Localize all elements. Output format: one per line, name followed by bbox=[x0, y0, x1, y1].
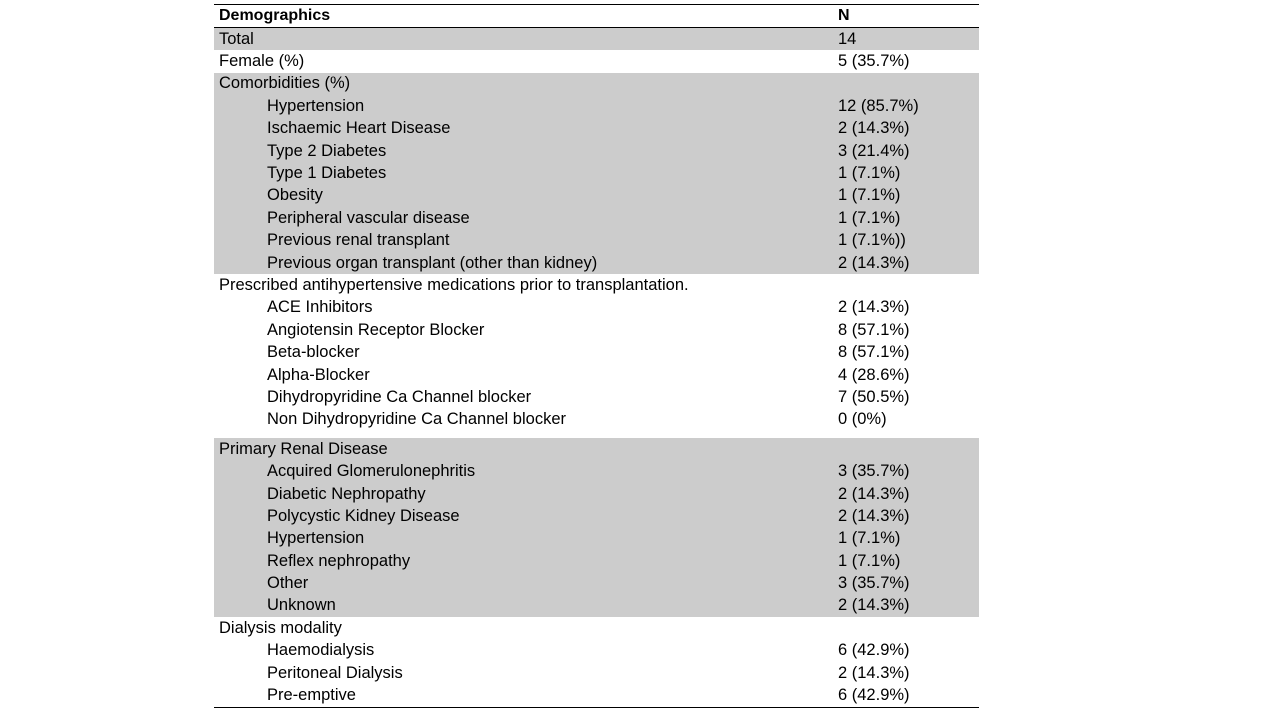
table-row bbox=[214, 274, 979, 296]
table-row bbox=[214, 483, 979, 505]
section-spacer bbox=[214, 431, 979, 438]
row-value: 3 (35.7%) bbox=[838, 574, 910, 593]
table-row bbox=[214, 185, 979, 207]
row-value: 2 (14.3%) bbox=[838, 663, 910, 682]
row-group bbox=[214, 438, 979, 617]
row-label: Angiotensin Receptor Blocker bbox=[267, 320, 485, 339]
row-value: 2 (14.3%) bbox=[838, 298, 910, 317]
row-group bbox=[214, 73, 979, 275]
row-label: Polycystic Kidney Disease bbox=[267, 506, 460, 525]
table-row bbox=[214, 319, 979, 341]
row-label: Dihydropyridine Ca Channel blocker bbox=[267, 387, 532, 406]
table-row bbox=[214, 528, 979, 550]
row-value: 4 (28.6%) bbox=[838, 365, 910, 384]
table-row bbox=[214, 386, 979, 408]
table-row bbox=[214, 364, 979, 386]
row-label: Unknown bbox=[267, 596, 336, 615]
table-row bbox=[214, 140, 979, 162]
row-value: 12 (85.7%) bbox=[838, 96, 919, 115]
row-label: Peritoneal Dialysis bbox=[267, 663, 403, 682]
row-value: 8 (57.1%) bbox=[838, 320, 910, 339]
table-row bbox=[214, 550, 979, 572]
row-label: Ischaemic Heart Disease bbox=[267, 119, 451, 138]
row-value: 0 (0%) bbox=[838, 410, 887, 429]
row-group bbox=[214, 28, 979, 50]
table-body bbox=[214, 28, 979, 707]
row-value: 3 (21.4%) bbox=[838, 141, 910, 160]
row-label: Comorbidities (%) bbox=[219, 74, 351, 93]
row-value: 5 (35.7%) bbox=[838, 52, 910, 71]
row-value: 2 (14.3%) bbox=[838, 119, 910, 138]
row-label: Previous organ transplant (other than kidney) bbox=[267, 253, 598, 272]
row-label: Peripheral vascular disease bbox=[267, 208, 470, 227]
table-row bbox=[214, 640, 979, 662]
row-label: Non Dihydropyridine Ca Channel blocker bbox=[267, 410, 566, 429]
row-label: Hypertension bbox=[267, 529, 365, 548]
table-row bbox=[214, 617, 979, 639]
table-row bbox=[214, 207, 979, 229]
row-label: Other bbox=[267, 574, 309, 593]
row-label: Previous renal transplant bbox=[267, 231, 450, 250]
demographics-table bbox=[214, 4, 979, 708]
table-row bbox=[214, 595, 979, 617]
table-row bbox=[214, 409, 979, 431]
row-label: Female (%) bbox=[219, 52, 305, 71]
row-value: 6 (42.9%) bbox=[838, 686, 910, 705]
row-label: Hypertension bbox=[267, 96, 365, 115]
row-value: 2 (14.3%) bbox=[838, 596, 910, 615]
table-row bbox=[214, 230, 979, 252]
row-value: 2 (14.3%) bbox=[838, 484, 910, 503]
row-label: Prescribed antihypertensive medications prior to transplantation. bbox=[219, 275, 689, 294]
row-value: 2 (14.3%) bbox=[838, 253, 910, 272]
row-value: 2 (14.3%) bbox=[838, 506, 910, 525]
row-value: 8 (57.1%) bbox=[838, 343, 910, 362]
row-value: 1 (7.1%) bbox=[838, 208, 901, 227]
row-value: 3 (35.7%) bbox=[838, 462, 910, 481]
table-row bbox=[214, 95, 979, 117]
row-label: Total bbox=[219, 29, 254, 48]
row-label: Acquired Glomerulonephritis bbox=[267, 462, 476, 481]
row-value: 1 (7.1%)) bbox=[838, 231, 906, 250]
table-row bbox=[214, 50, 979, 72]
row-label: Dialysis modality bbox=[219, 618, 342, 637]
row-label: Pre-emptive bbox=[267, 686, 356, 705]
row-group bbox=[214, 274, 979, 431]
row-value: 1 (7.1%) bbox=[838, 164, 901, 183]
row-value: 1 (7.1%) bbox=[838, 551, 901, 570]
table-row bbox=[214, 252, 979, 274]
row-label: Reflex nephropathy bbox=[267, 551, 411, 570]
row-value: 6 (42.9%) bbox=[838, 641, 910, 660]
row-group bbox=[214, 50, 979, 72]
row-label: Obesity bbox=[267, 186, 323, 205]
row-label: Haemodialysis bbox=[267, 641, 375, 660]
table-row bbox=[214, 438, 979, 460]
table-row bbox=[214, 662, 979, 684]
header-n: N bbox=[838, 7, 850, 24]
row-group bbox=[214, 617, 979, 707]
row-label: Beta-blocker bbox=[267, 343, 360, 362]
row-label: ACE Inhibitors bbox=[267, 298, 373, 317]
table-row bbox=[214, 162, 979, 184]
row-value: 1 (7.1%) bbox=[838, 186, 901, 205]
table-row bbox=[214, 684, 979, 706]
row-value: 14 bbox=[838, 29, 857, 48]
header-demographics: Demographics bbox=[219, 7, 331, 24]
row-label: Type 1 Diabetes bbox=[267, 164, 387, 183]
table-row bbox=[214, 505, 979, 527]
row-label: Type 2 Diabetes bbox=[267, 141, 387, 160]
table-row bbox=[214, 73, 979, 95]
table-row bbox=[214, 118, 979, 140]
row-label: Primary Renal Disease bbox=[219, 439, 388, 458]
row-value: 7 (50.5%) bbox=[838, 387, 910, 406]
table-header bbox=[214, 5, 979, 28]
table-row bbox=[214, 572, 979, 594]
row-label: Diabetic Nephropathy bbox=[267, 484, 426, 503]
table-row bbox=[214, 341, 979, 363]
row-label: Alpha-Blocker bbox=[267, 365, 370, 384]
table-row bbox=[214, 28, 979, 50]
row-value: 1 (7.1%) bbox=[838, 529, 901, 548]
table-row bbox=[214, 297, 979, 319]
table-row bbox=[214, 460, 979, 482]
